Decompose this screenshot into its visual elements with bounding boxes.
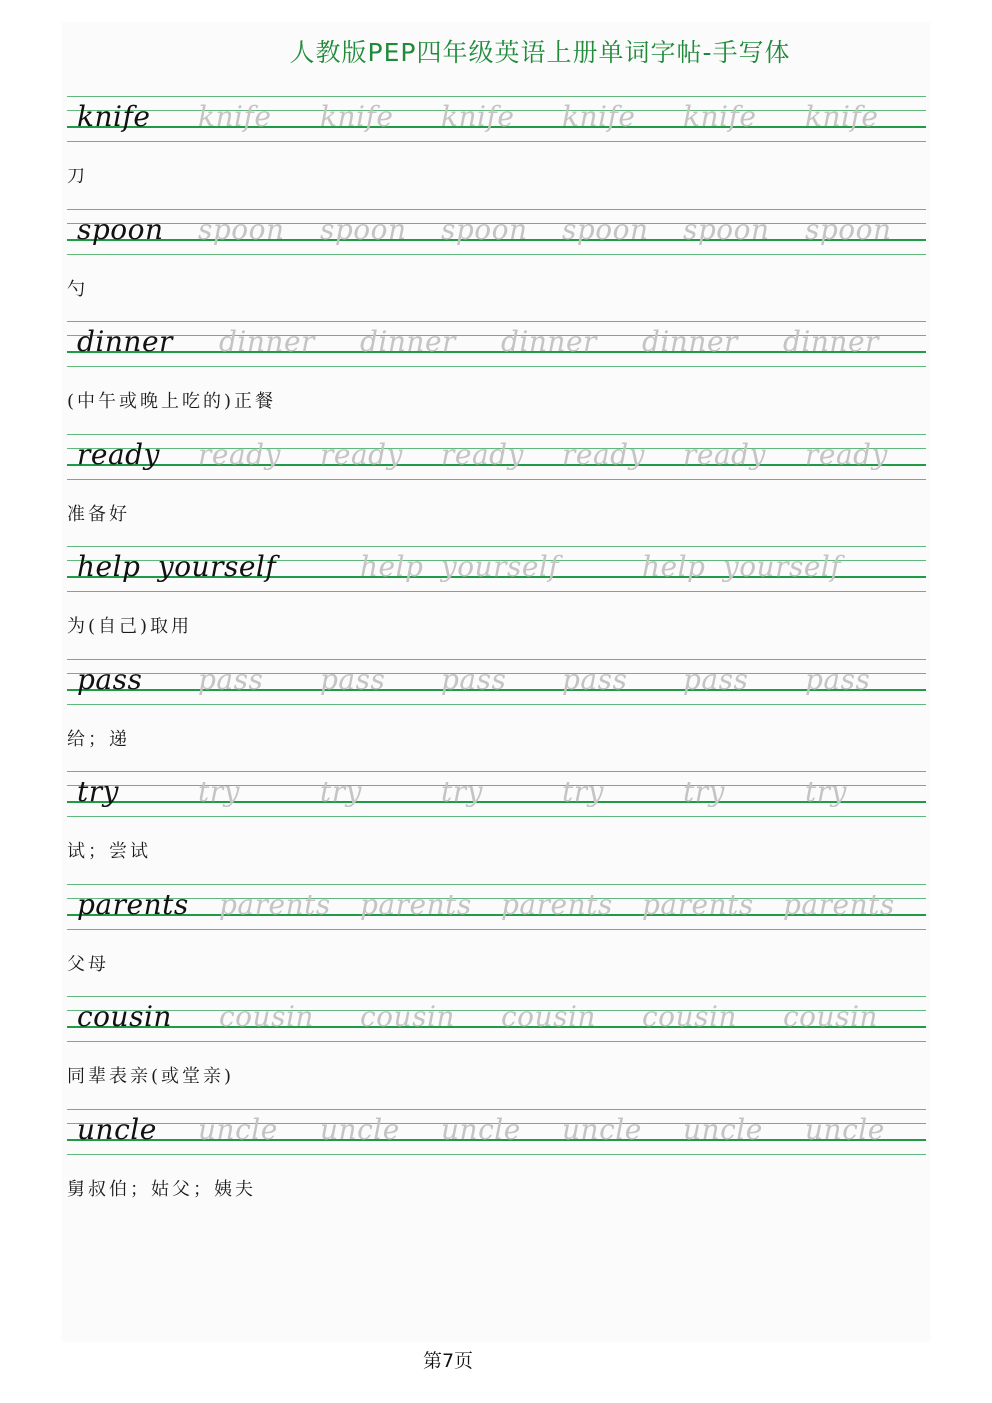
trace-word: uncle [198, 1113, 278, 1146]
model-word: pass [77, 663, 143, 696]
trace-word: knife [805, 100, 879, 133]
trace-word: try [805, 775, 847, 808]
guide-line [67, 996, 926, 997]
trace-word: pass [683, 663, 749, 696]
trace-word: pass [562, 663, 628, 696]
model-word: cousin [77, 1000, 172, 1033]
word-meaning: 给；递 [67, 729, 130, 750]
trace-word: dinner [360, 325, 456, 358]
word-meaning: 勺 [67, 279, 88, 300]
model-word: ready [77, 438, 160, 471]
trace-word: try [562, 775, 604, 808]
trace-word: spoon [320, 213, 407, 246]
trace-word: ready [562, 438, 645, 471]
guide-line [67, 254, 926, 255]
base-line [67, 801, 926, 803]
trace-word: parents [783, 888, 895, 921]
word-entry [67, 996, 926, 1108]
trace-word: cousin [501, 1000, 596, 1033]
guide-line [67, 929, 926, 930]
guide-line [67, 1154, 926, 1155]
word-meaning: 同辈表亲(或堂亲) [67, 1066, 235, 1087]
trace-word: spoon [198, 213, 285, 246]
trace-word: dinner [783, 325, 879, 358]
trace-word: dinner [501, 325, 597, 358]
guide-line [67, 546, 926, 547]
trace-word: ready [441, 438, 524, 471]
guide-line [67, 884, 926, 885]
trace-word: try [198, 775, 240, 808]
model-word: parents [77, 888, 189, 921]
trace-word: dinner [219, 325, 315, 358]
word-meaning: 刀 [67, 166, 88, 187]
word-meaning: 舅叔伯；姑父；姨夫 [67, 1179, 256, 1200]
guide-line [67, 771, 926, 772]
word-entry [67, 884, 926, 996]
trace-word: cousin [783, 1000, 878, 1033]
guide-line [67, 1041, 926, 1042]
word-meaning: 父母 [67, 954, 109, 975]
trace-word: ready [320, 438, 403, 471]
trace-word: ready [683, 438, 766, 471]
word-entry [67, 1109, 926, 1221]
trace-word: spoon [441, 213, 528, 246]
trace-word: dinner [642, 325, 738, 358]
trace-word: cousin [360, 1000, 455, 1033]
guide-line [67, 785, 926, 786]
model-word: dinner [77, 325, 173, 358]
trace-word: uncle [562, 1113, 642, 1146]
trace-word: ready [198, 438, 281, 471]
guide-line [67, 366, 926, 367]
trace-word: uncle [320, 1113, 400, 1146]
guide-line [67, 591, 926, 592]
word-meaning: 试；尝试 [67, 841, 151, 862]
trace-word: help yourself [642, 550, 842, 583]
model-word: uncle [77, 1113, 157, 1146]
word-entry [67, 546, 926, 658]
word-entry [67, 659, 926, 771]
page-title: 人教版PEP四年级英语上册单词字帖-手写体 [289, 38, 791, 67]
trace-word: knife [562, 100, 636, 133]
guide-line [67, 96, 926, 97]
trace-word: cousin [219, 1000, 314, 1033]
word-entry [67, 96, 926, 208]
trace-word: spoon [805, 213, 892, 246]
guide-line [67, 209, 926, 210]
trace-word: try [441, 775, 483, 808]
trace-word: uncle [683, 1113, 763, 1146]
guide-line [67, 321, 926, 322]
guide-line [67, 141, 926, 142]
four-line-grid [67, 771, 926, 829]
word-entry [67, 209, 926, 321]
trace-word: parents [501, 888, 613, 921]
word-entry [67, 771, 926, 883]
trace-word: uncle [441, 1113, 521, 1146]
trace-word: knife [198, 100, 272, 133]
word-entry [67, 434, 926, 546]
trace-word: parents [642, 888, 754, 921]
model-word: knife [77, 100, 151, 133]
word-meaning: (中午或晚上吃的)正餐 [67, 391, 277, 412]
trace-word: pass [805, 663, 871, 696]
word-meaning: 为(自己)取用 [67, 616, 193, 637]
model-word: spoon [77, 213, 164, 246]
trace-word: ready [805, 438, 888, 471]
trace-word: pass [441, 663, 507, 696]
trace-word: knife [683, 100, 757, 133]
trace-word: cousin [642, 1000, 737, 1033]
guide-line [67, 816, 926, 817]
trace-word: parents [360, 888, 472, 921]
guide-line [67, 479, 926, 480]
guide-line [67, 434, 926, 435]
model-word: help yourself [77, 550, 277, 583]
model-word: try [77, 775, 119, 808]
trace-word: try [683, 775, 725, 808]
page-number: 第7页 [422, 1350, 474, 1372]
guide-line [67, 704, 926, 705]
guide-line [67, 1109, 926, 1110]
word-meaning: 准备好 [67, 504, 130, 525]
trace-word: uncle [805, 1113, 885, 1146]
trace-word: knife [320, 100, 394, 133]
trace-word: help yourself [360, 550, 560, 583]
trace-word: spoon [683, 213, 770, 246]
trace-word: pass [320, 663, 386, 696]
guide-line [67, 659, 926, 660]
trace-word: knife [441, 100, 515, 133]
trace-word: pass [198, 663, 264, 696]
trace-word: try [320, 775, 362, 808]
trace-word: parents [219, 888, 331, 921]
word-entry [67, 321, 926, 433]
trace-word: spoon [562, 213, 649, 246]
